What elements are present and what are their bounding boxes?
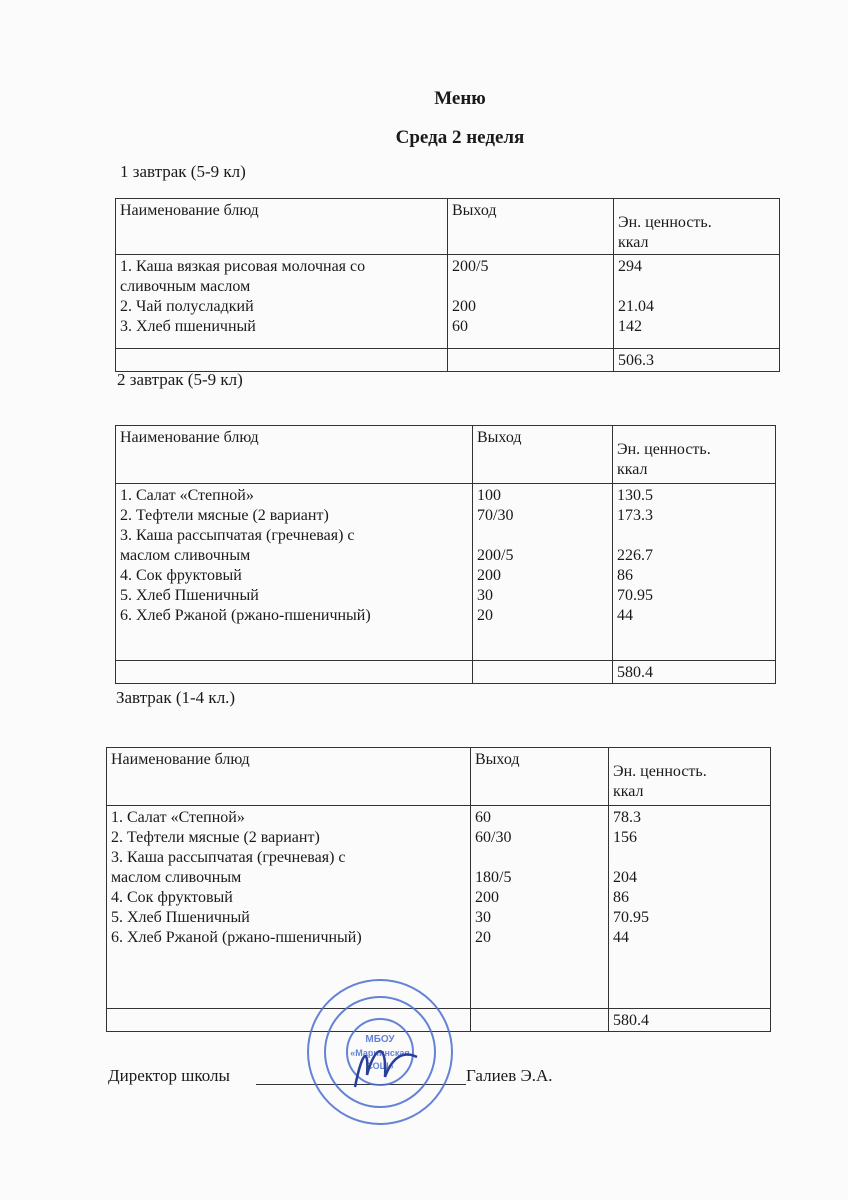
page-subtitle: Среда 2 неделя [395,127,525,148]
header-energy: Эн. ценность. ккал [609,748,771,806]
energy-cell: 294 21.04 142 [614,255,780,349]
table-row [116,484,776,661]
signature-name: Галиев Э.А. [466,1066,553,1085]
table-header-row [116,199,780,255]
header-output: Выход [473,426,613,484]
header-name: Наименование блюд [116,426,473,484]
section-label-breakfast-junior: Завтрак (1-4 кл.) [116,688,236,707]
signature-role: Директор школы [108,1066,230,1085]
menu-table-breakfast-1 [115,198,780,372]
section-label-breakfast-2: 2 завтрак (5-9 кл) [117,370,243,389]
total-row [116,661,776,684]
table-header-row [116,426,776,484]
header-output: Выход [448,199,614,255]
dishes-cell: 1. Салат «Степной» 2. Тефтели мясные (2 вариант) 3. Каша рассыпчатая (гречневая) с маслом сливочным 4. Сок фруктовый 5. Хлеб Пшеничный 6. Хлеб Ржаной (ржано-пшеничный) [116,484,473,661]
outputs-cell: 100 70/30 200/5 200 30 20 [473,484,613,661]
energy-cell: 130.5 173.3 226.7 86 70.95 44 [613,484,776,661]
header-output: Выход [471,748,609,806]
page-title: Меню [434,88,486,109]
outputs-cell: 60 60/30 180/5 200 30 20 [471,806,609,1009]
energy-cell: 78.3 156 204 86 70.95 44 [609,806,771,1009]
total-value: 506.3 [614,349,780,372]
header-name: Наименование блюд [116,199,448,255]
dishes-cell: 1. Каша вязкая рисовая молочная со сливочным маслом 2. Чай полусладкий 3. Хлеб пшеничный [116,255,448,349]
school-stamp-seal [305,977,455,1127]
svg-text:«Мариинская: «Мариинская [350,1048,410,1058]
header-name: Наименование блюд [107,748,471,806]
outputs-cell: 200/5 200 60 [448,255,614,349]
table-row [116,255,780,349]
section-label-breakfast-1: 1 завтрак (5-9 кл) [120,162,246,181]
svg-text:СОШ»: СОШ» [366,1061,394,1071]
table-header-row [107,748,771,806]
header-energy: Эн. ценность. ккал [614,199,780,255]
total-value: 580.4 [613,661,776,684]
menu-table-breakfast-2 [115,425,776,684]
header-energy: Эн. ценность. ккал [613,426,776,484]
dishes-cell: 1. Салат «Степной» 2. Тефтели мясные (2 вариант) 3. Каша рассыпчатая (гречневая) с маслом сливочным 4. Сок фруктовый 5. Хлеб Пшеничный 6. Хлеб Ржаной (ржано-пшеничный) [107,806,471,1009]
total-value: 580.4 [609,1009,771,1032]
total-row [116,349,780,372]
svg-text:МБОУ: МБОУ [365,1034,395,1045]
